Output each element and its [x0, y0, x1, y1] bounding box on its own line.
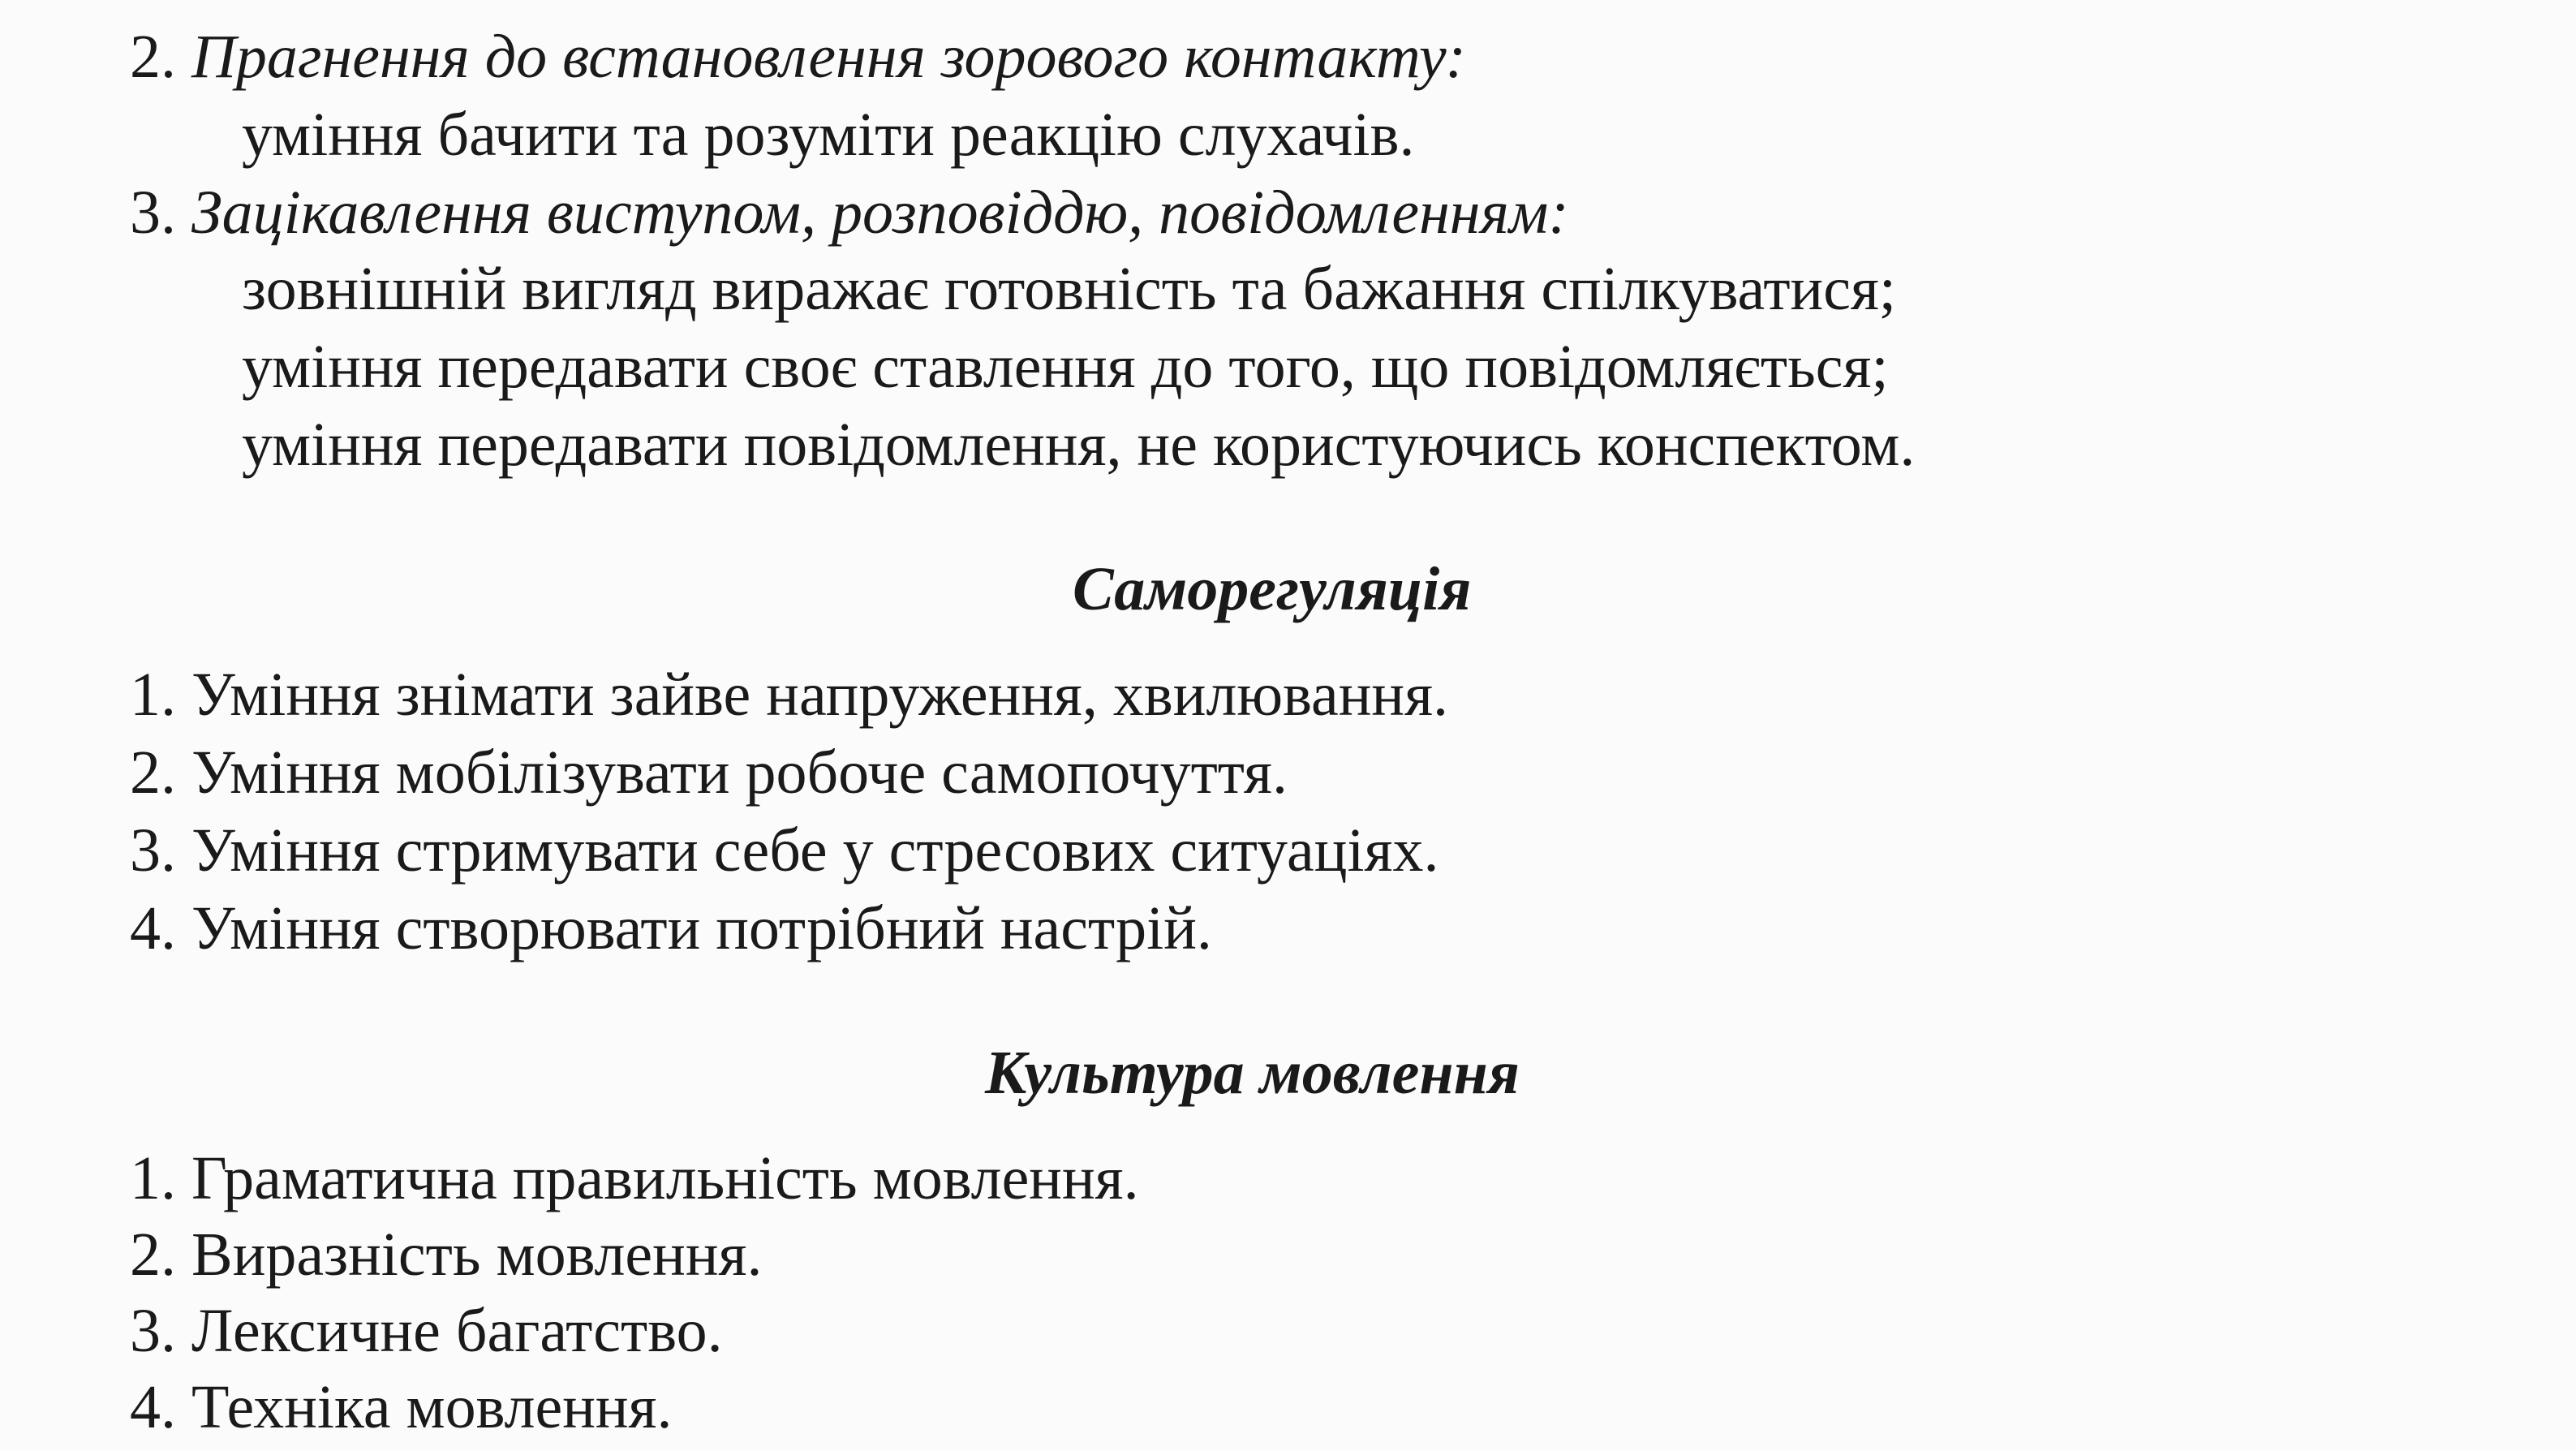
item-text: Уміння стримувати себе у стресових ситуаціях.	[191, 816, 1439, 885]
item-text: Уміння мобілізувати робоче самопочуття.	[191, 738, 1288, 807]
item-text: Уміння знімати зайве напруження, хвилювання.	[191, 661, 1449, 729]
item-number: 2.	[130, 23, 176, 91]
list-item	[130, 1297, 723, 1365]
section-heading-speech-culture: Культура мовлення	[985, 1039, 1520, 1107]
item-detail-line: зовнішній вигляд виражає готовність та бажання спілкуватися;	[242, 255, 1897, 323]
item-detail-line: уміння передавати повідомлення, не користуючись конспектом.	[242, 411, 1916, 479]
list-item	[130, 894, 1212, 962]
item-text: Уміння створювати потрібний настрій.	[191, 894, 1212, 962]
item-number: 3.	[130, 1297, 176, 1365]
list-item-contact-3	[130, 179, 1569, 247]
item-text: Граматична правильність мовлення.	[191, 1144, 1139, 1212]
item-number: 1.	[130, 661, 176, 729]
item-number: 1.	[130, 1144, 176, 1212]
item-number: 3.	[130, 816, 176, 885]
list-item	[130, 1221, 763, 1289]
list-item	[130, 816, 1439, 885]
item-number: 4.	[130, 1373, 176, 1441]
item-text: Техніка мовлення.	[191, 1373, 673, 1441]
item-detail-line: уміння бачити та розуміти реакцію слухачів.	[242, 101, 1415, 169]
list-item-contact-2	[130, 23, 1466, 91]
item-number: 4.	[130, 894, 176, 962]
item-title: Зацікавлення виступом, розповіддю, повідомленням:	[191, 179, 1569, 247]
item-number: 2.	[130, 738, 176, 807]
item-detail-line: уміння передавати своє ставлення до того, що повідомляється;	[242, 333, 1889, 401]
list-item	[130, 661, 1449, 729]
item-number: 3.	[130, 179, 176, 247]
section-heading-selfregulation: Саморегуляція	[1073, 555, 1472, 623]
item-number: 2.	[130, 1221, 176, 1289]
item-text: Виразність мовлення.	[191, 1221, 763, 1289]
item-title: Прагнення до встановлення зорового контакту:	[191, 23, 1466, 91]
list-item	[130, 738, 1288, 807]
list-item	[130, 1144, 1139, 1212]
item-text: Лексичне багатство.	[191, 1297, 723, 1365]
list-item	[130, 1373, 673, 1441]
